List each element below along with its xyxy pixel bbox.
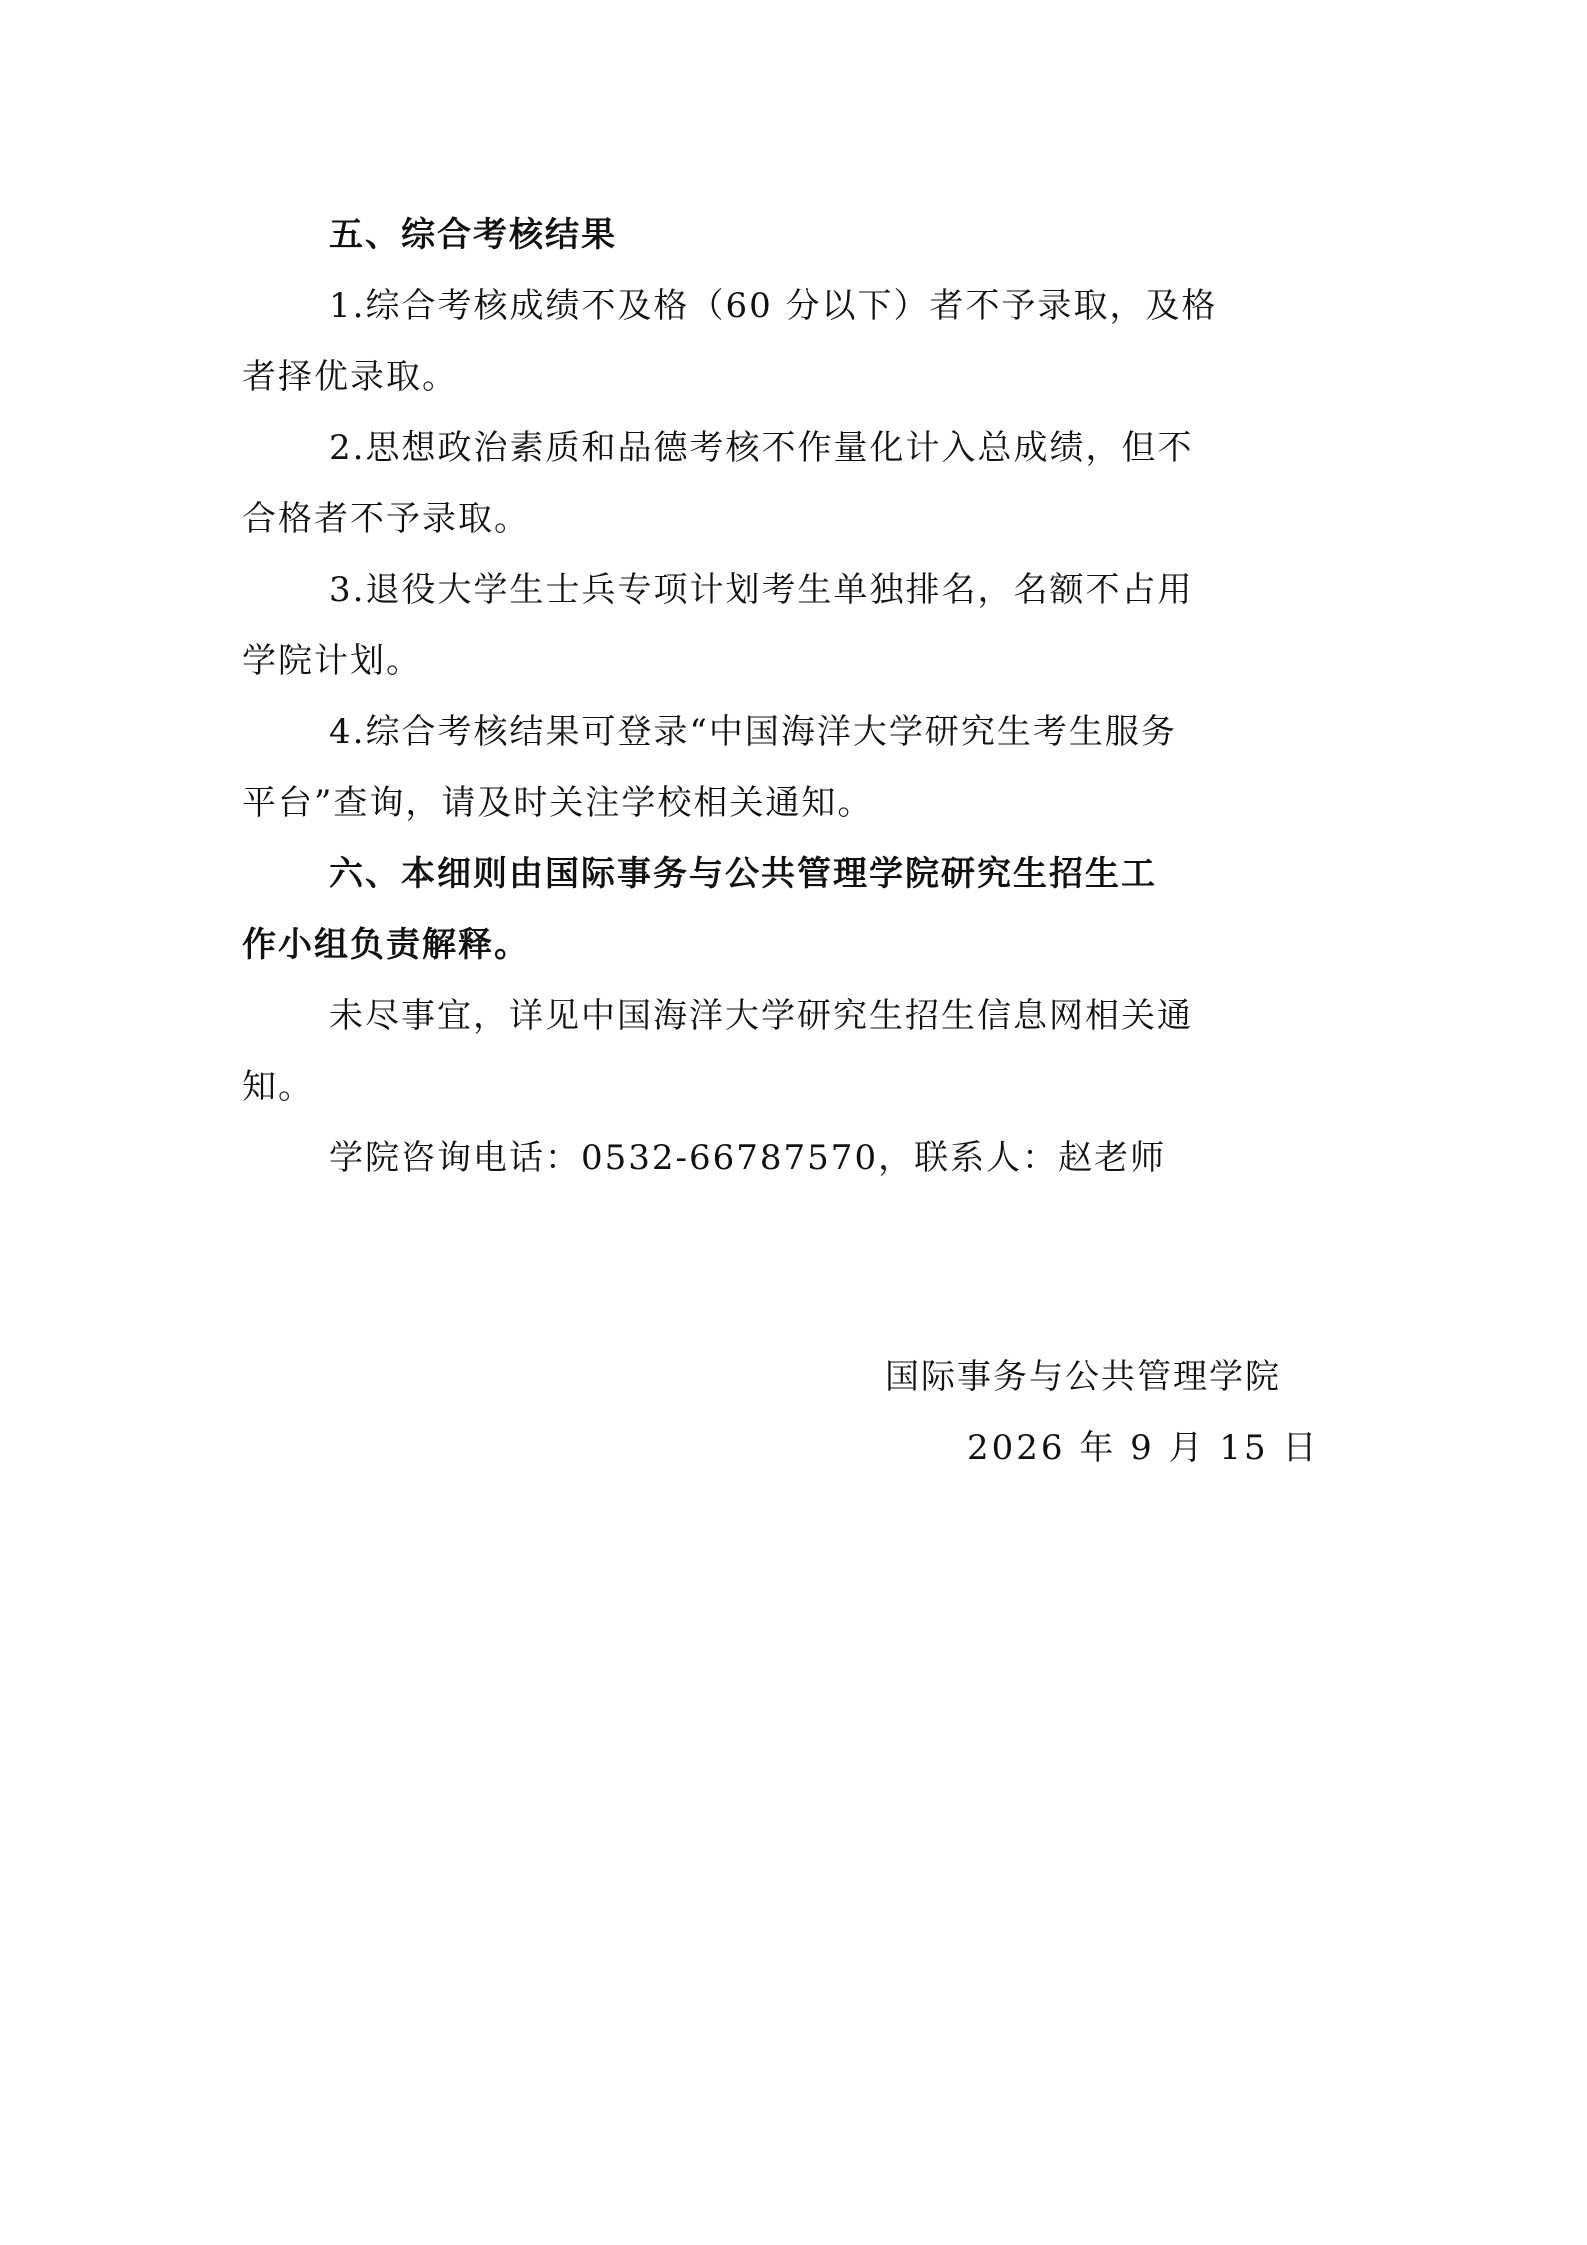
section-5-item-1-line-2: 者择优录取。	[242, 357, 458, 397]
signature-org: 国际事务与公共管理学院	[885, 1357, 1281, 1397]
section-5-item-2-line-2: 合格者不予录取。	[242, 499, 530, 539]
section-5-item-3-line-1: 3.退役大学生士兵专项计划考生单独排名，名额不占用	[329, 570, 1194, 610]
section-5-item-2-line-1: 2.思想政治素质和品德考核不作量化计入总成绩，但不	[329, 428, 1194, 468]
section-6-heading-line-1: 六、本细则由国际事务与公共管理学院研究生招生工	[329, 854, 1157, 894]
contact-info: 学院咨询电话：0532-66787570，联系人：赵老师	[329, 1138, 1167, 1178]
section-5-heading: 五、综合考核结果	[329, 215, 617, 255]
section-6-heading-line-2: 作小组负责解释。	[242, 925, 530, 965]
document-body	[242, 200, 1352, 1194]
section-6-note-line-1: 未尽事宜，详见中国海洋大学研究生招生信息网相关通	[329, 996, 1193, 1036]
signature-block	[885, 1342, 1365, 1484]
section-6-note-line-2: 知。	[242, 1067, 314, 1107]
section-5-item-4-line-2: 平台”查询，请及时关注学校相关通知。	[242, 783, 874, 823]
section-5-item-4-line-1: 4.综合考核结果可登录“中国海洋大学研究生考生服务	[329, 712, 1177, 752]
section-5-item-1-line-1: 1.综合考核成绩不及格（60 分以下）者不予录取，及格	[329, 286, 1218, 326]
signature-date: 2026 年 9 月 15 日	[967, 1428, 1320, 1468]
section-5-item-3-line-2: 学院计划。	[242, 641, 422, 681]
